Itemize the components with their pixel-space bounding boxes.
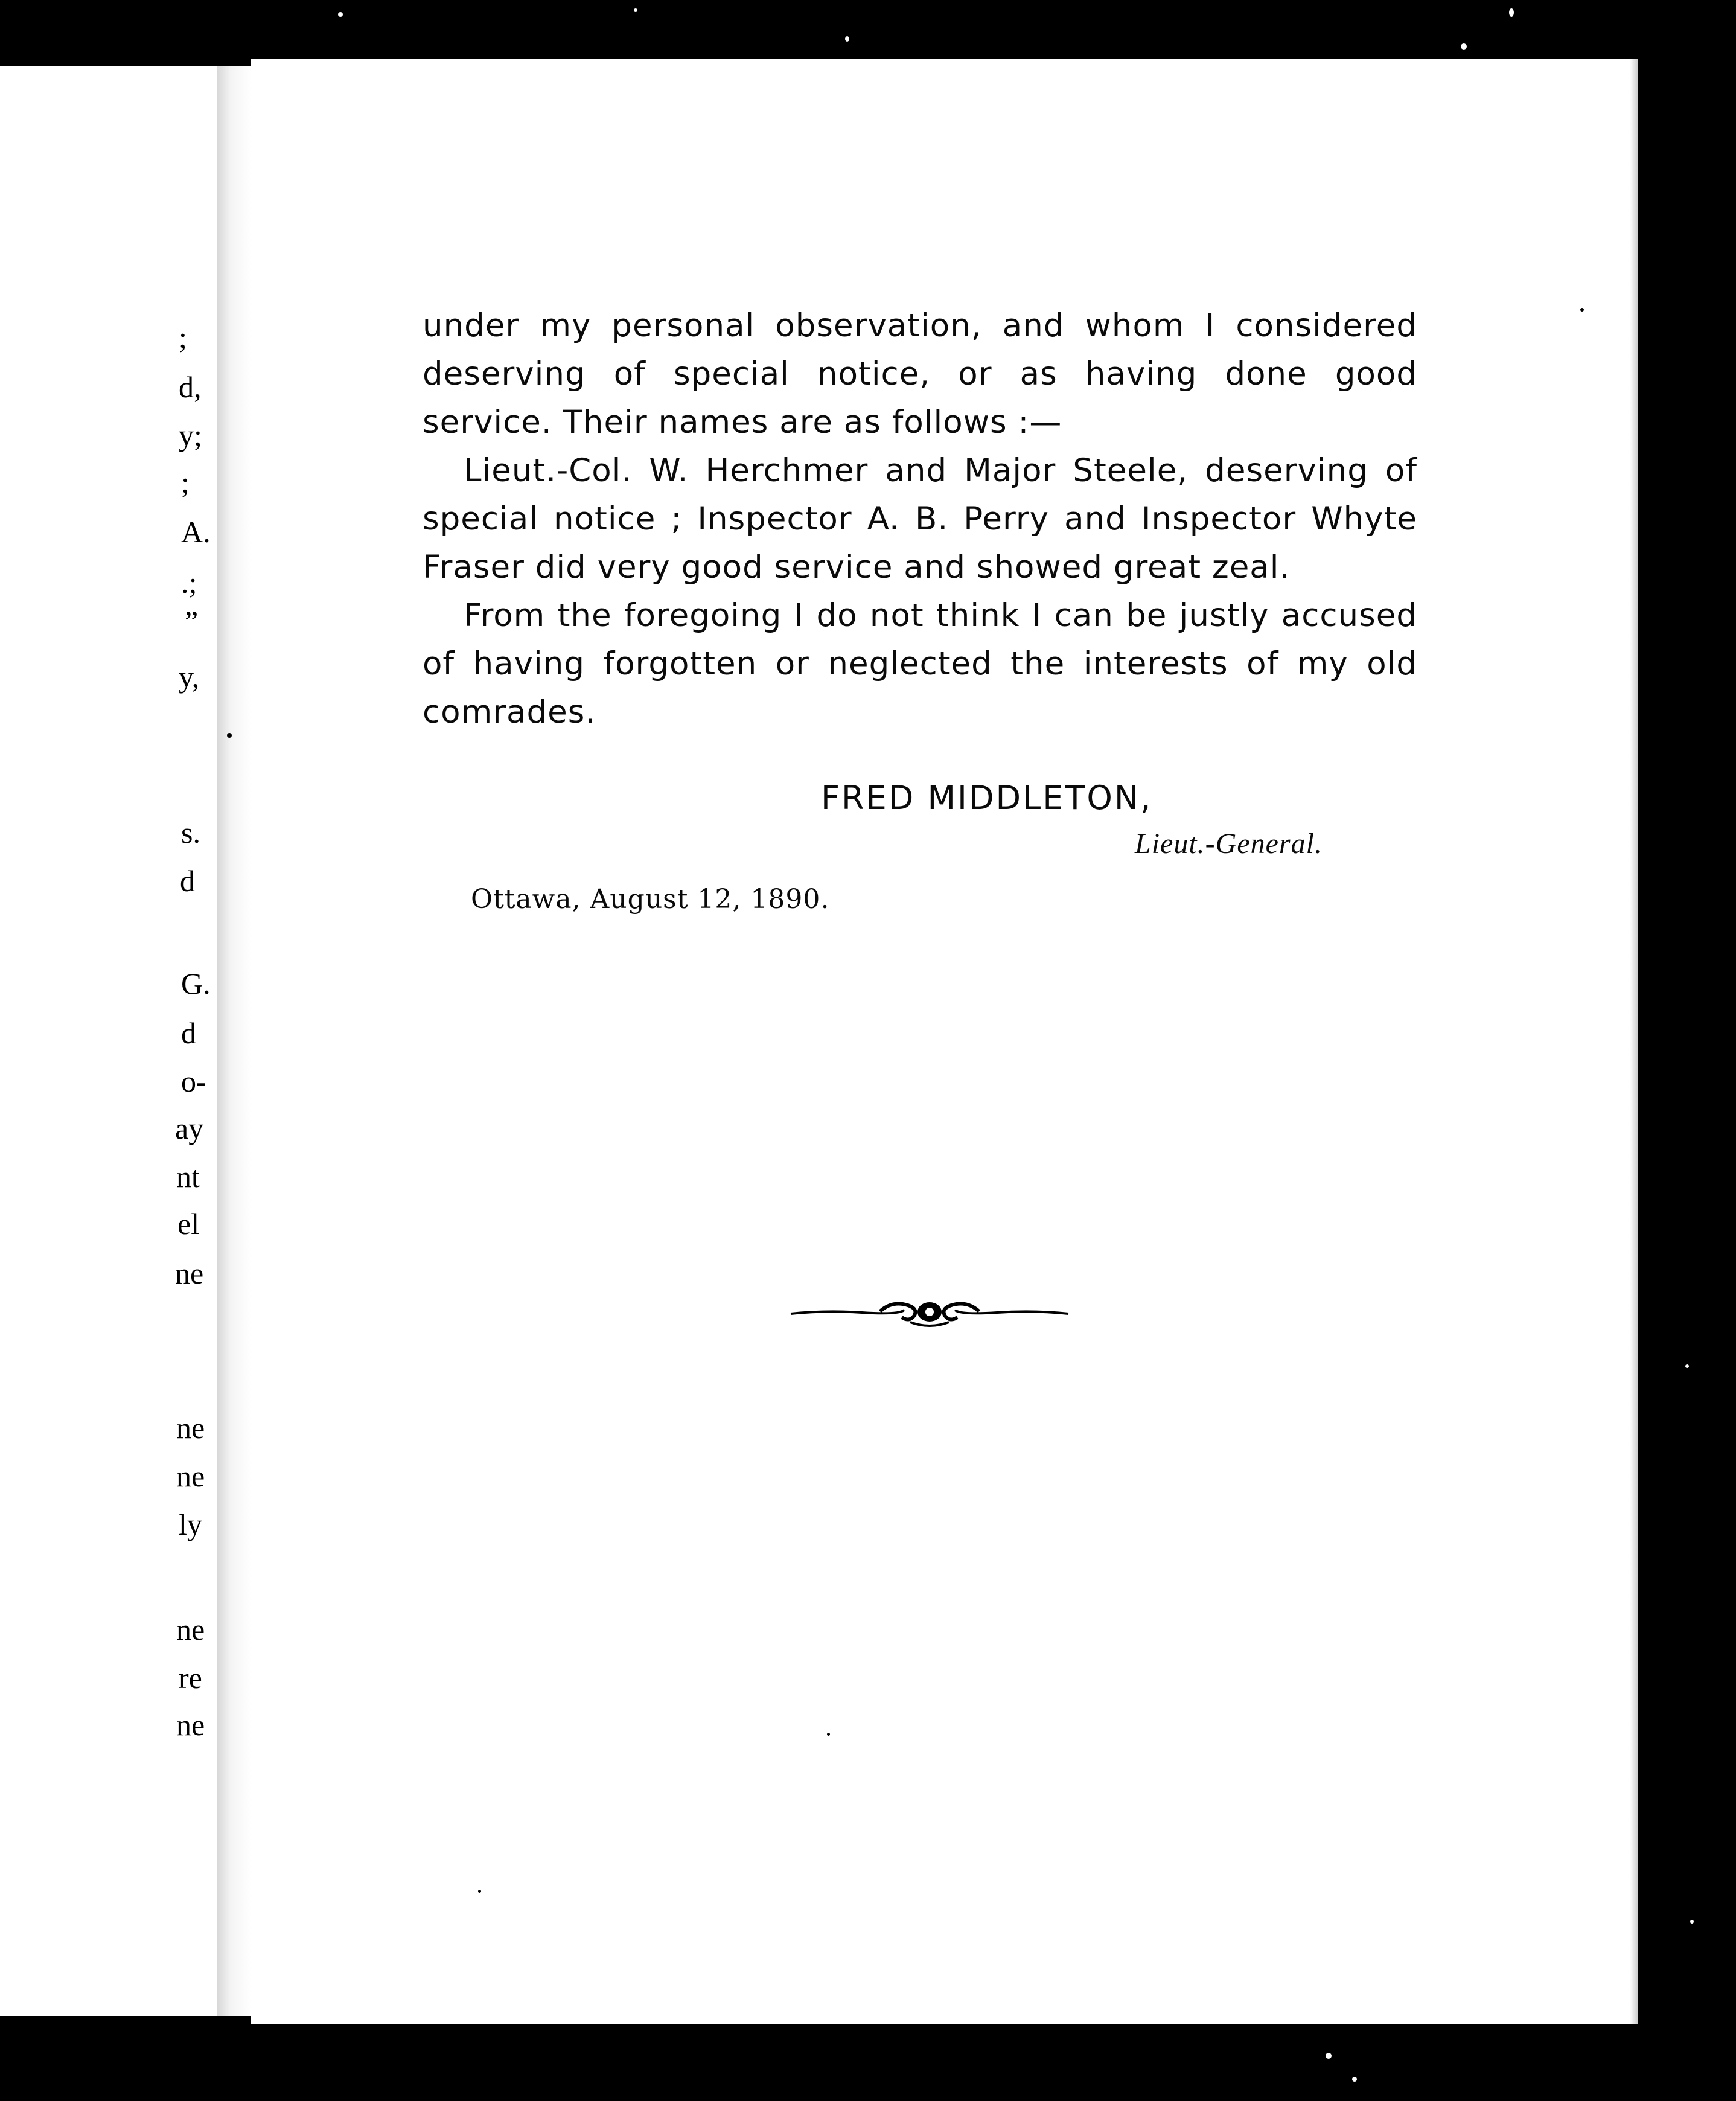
previous-page-fragment: ne bbox=[176, 1613, 205, 1646]
letter-body bbox=[423, 302, 1417, 737]
place-and-date: Ottawa, August 12, 1890. bbox=[471, 884, 830, 915]
previous-page-fragment: ne bbox=[176, 1459, 205, 1493]
scan-speck bbox=[1326, 2053, 1332, 2059]
previous-page-fragment: .; bbox=[181, 566, 197, 600]
previous-page-fragment: nt bbox=[176, 1160, 200, 1194]
paragraph-commendations: Lieut.-Col. W. Herchmer and Major Steele, deserving of special notice ; Inspector A. B. Perry and Inspector Whyte Fraser did very good service and showed great zeal. bbox=[423, 452, 1417, 586]
previous-page-fragment: ay bbox=[175, 1111, 204, 1145]
previous-page-fragment: d bbox=[180, 864, 195, 898]
previous-page-fragment: ne bbox=[175, 1256, 204, 1290]
flourish-ornament-icon bbox=[790, 1292, 1070, 1334]
signature-rank: Lieut.-General. bbox=[1135, 828, 1323, 860]
paragraph-conclusion: From the foregoing I do not think I can be justly accused of having forgotten or neglected the interests of my old comrades. bbox=[423, 597, 1417, 731]
previous-page-fragment: el bbox=[177, 1207, 200, 1241]
previous-page-fragment: d bbox=[181, 1016, 196, 1050]
page-edge-shadow bbox=[1630, 59, 1638, 2024]
previous-page-fragment: A. bbox=[181, 515, 211, 549]
scan-speck bbox=[1690, 1920, 1694, 1924]
page-mark bbox=[478, 1890, 481, 1893]
previous-page-fragment: ; bbox=[179, 321, 187, 354]
scan-speck bbox=[1352, 2077, 1357, 2082]
signature-name: FRED MIDDLETON, bbox=[821, 779, 1153, 817]
previous-page-fragment: o- bbox=[181, 1064, 206, 1098]
previous-page-fragment: G. bbox=[181, 967, 211, 1000]
previous-page-fragment: y, bbox=[179, 660, 200, 694]
scan-speck bbox=[1509, 8, 1514, 17]
previous-page bbox=[0, 66, 217, 2016]
scan-speck bbox=[634, 8, 637, 12]
scan-speck bbox=[1685, 1364, 1689, 1368]
page-mark bbox=[827, 1733, 830, 1736]
previous-page-fragment: ; bbox=[181, 465, 190, 499]
previous-page-fragment: y; bbox=[179, 418, 202, 452]
previous-page-fragment: s. bbox=[181, 816, 200, 849]
previous-page-fragment: re bbox=[179, 1661, 202, 1695]
previous-page-fragment: ne bbox=[176, 1411, 205, 1445]
scan-speck bbox=[338, 12, 343, 17]
previous-page-fragment: ” bbox=[185, 604, 199, 638]
page-mark bbox=[1580, 308, 1584, 312]
scan-speck bbox=[845, 36, 849, 42]
previous-page-fragment: d, bbox=[179, 370, 202, 404]
book-gutter bbox=[217, 66, 251, 2016]
previous-page-fragment: ne bbox=[176, 1708, 205, 1742]
page-mark bbox=[227, 733, 232, 738]
scan-speck bbox=[1461, 43, 1467, 50]
previous-page-fragment: ly bbox=[179, 1508, 202, 1541]
paragraph-continuation: under my personal observation, and whom I considered deserving of special notice, or as having done good service. Their names are as follows :— bbox=[423, 307, 1417, 441]
